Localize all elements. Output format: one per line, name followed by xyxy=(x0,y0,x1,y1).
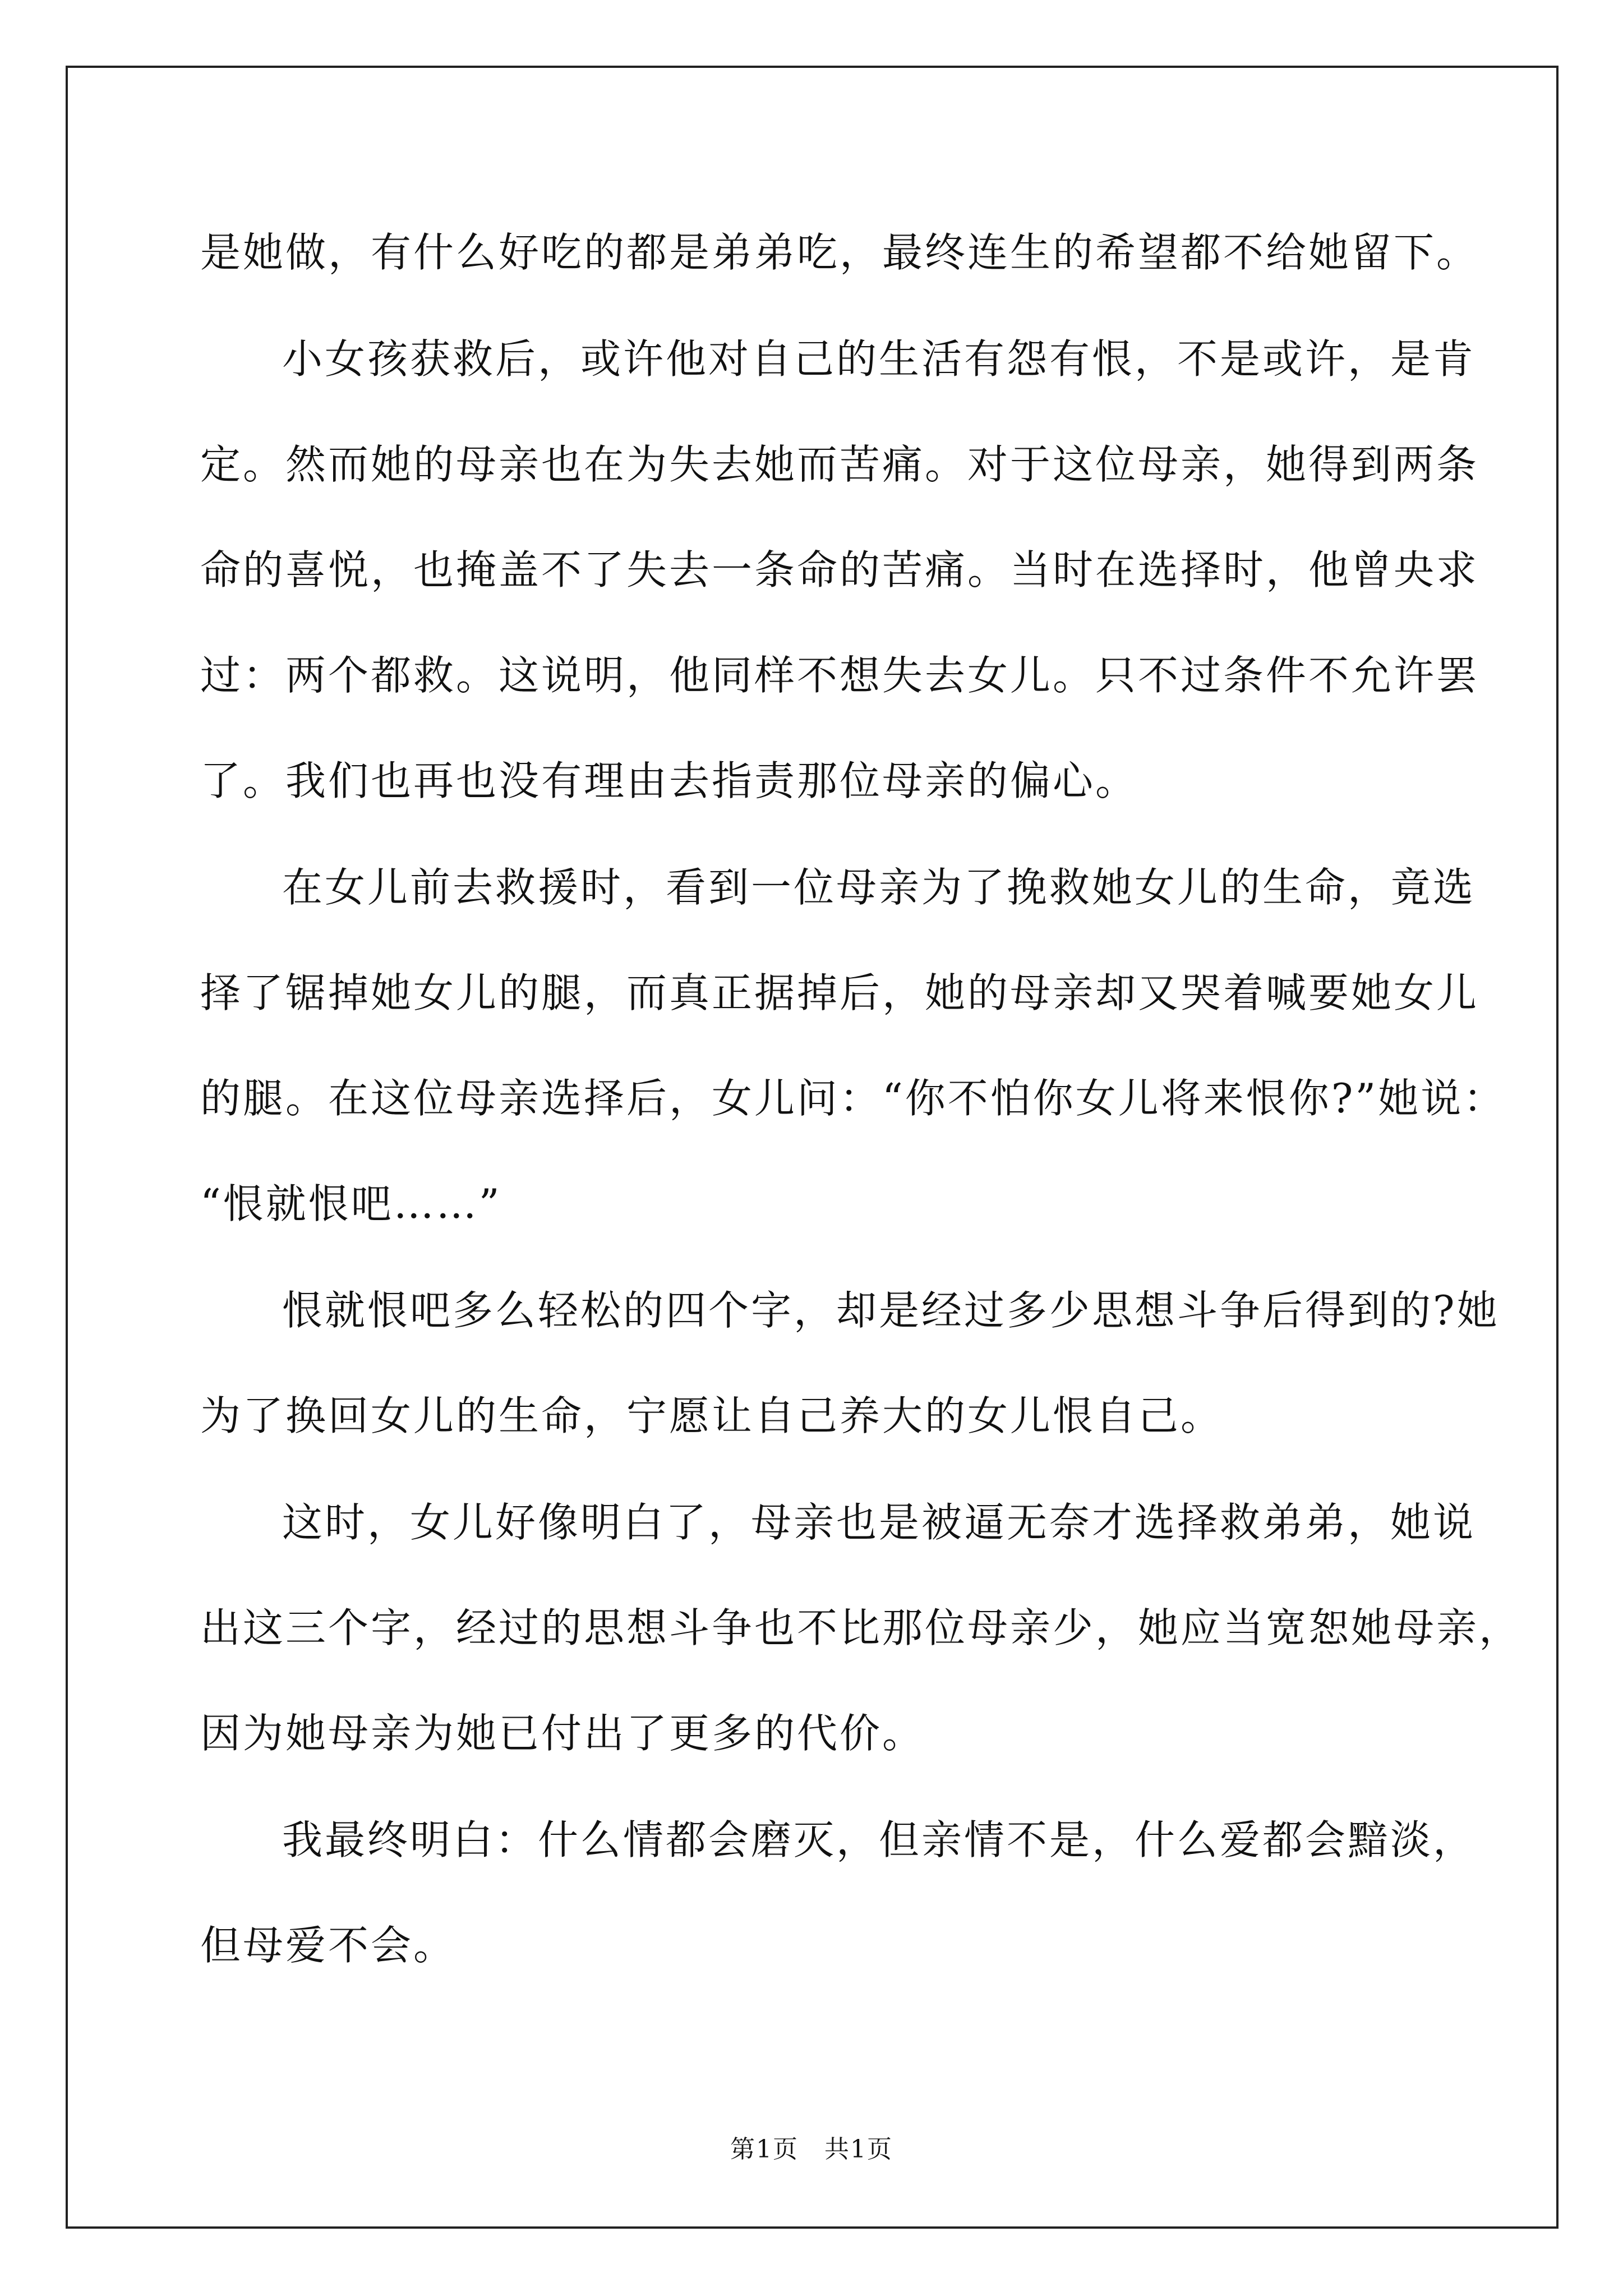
text-line: 定。然而她的母亲也在为失去她而苦痛。对于这位母亲，她得到两条 xyxy=(200,441,1479,488)
text-line: 因为她母亲为她已付出了更多的代价。 xyxy=(200,1710,925,1757)
page-border xyxy=(66,66,1559,2229)
text-line: 我最终明白：什么情都会磨灭，但亲情不是，什么爱都会黯淡， xyxy=(282,1816,1476,1864)
text-line: 过：两个都救。这说明，他同样不想失去女儿。只不过条件不允许罢 xyxy=(200,652,1479,699)
text-line: 是她做，有什么好吃的都是弟弟吃，最终连生的希望都不给她留下。 xyxy=(200,229,1479,276)
text-line: 的腿。在这位母亲选择后，女儿问：“你不怕你女儿将来恨你?”她说： xyxy=(200,1075,1506,1122)
text-line: 恨就恨吧多么轻松的四个字，却是经过多少思想斗争后得到的?她 xyxy=(282,1287,1500,1334)
text-line: 但母爱不会。 xyxy=(200,1922,457,1969)
text-line: 小女孩获救后，或许他对自己的生活有怨有恨，不是或许，是肯 xyxy=(282,335,1476,383)
text-line: 为了换回女儿的生命，宁愿让自己养大的女儿恨自己。 xyxy=(200,1392,1224,1439)
text-line: 命的喜悦，也掩盖不了失去一条命的苦痛。当时在选择时，他曾央求 xyxy=(200,546,1479,593)
text-line: 这时，女儿好像明白了，母亲也是被逼无奈才选择救弟弟，她说 xyxy=(282,1499,1476,1546)
text-line: 了。我们也再也没有理由去指责那位母亲的偏心。 xyxy=(200,757,1138,804)
page-number-footer: 第1页 共1页 xyxy=(730,2135,893,2164)
text-line: 在女儿前去救援时，看到一位母亲为了挽救她女儿的生命，竟选 xyxy=(282,864,1476,911)
text-line: “恨就恨吧……” xyxy=(200,1180,502,1227)
text-line: 出这三个字，经过的思想斗争也不比那位母亲少，她应当宽恕她母亲， xyxy=(200,1604,1522,1651)
text-line: 择了锯掉她女儿的腿，而真正据掉后，她的母亲却又哭着喊要她女儿 xyxy=(200,969,1479,1016)
